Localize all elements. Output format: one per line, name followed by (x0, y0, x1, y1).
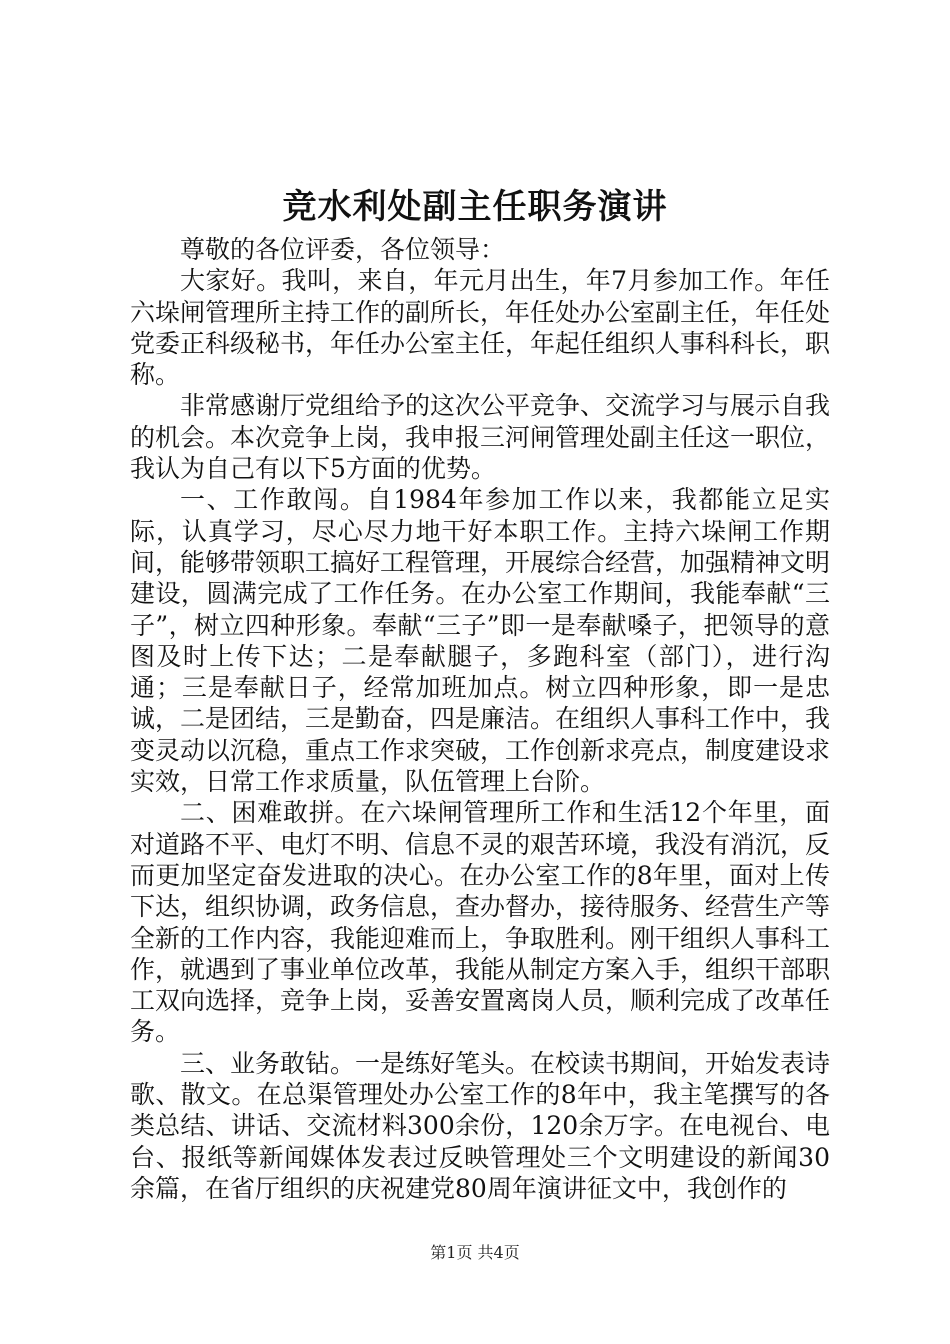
section-one-paragraph: 一、工作敢闯。自1984年参加工作以来，我都能立足实际，认真学习，尽心尽力地干好本职工作。主持六垛闸工作期间，能够带领职工搞好工程管理，开展综合经营，加强精神文明建设，圆满完成了工作任务。在办公室工作期间，我能奉献“三子”，树立四种形象。奉献“三子”即一是奉献嗓子，把领导的意图及时上传下达；二是奉献腿子，多跑科室（部门），进行沟通；三是奉献日子，经常加班加点。树立四种形象，即一是忠诚，二是团结，三是勤奋，四是廉洁。在组织人事科工作中，我变灵动以沉稳，重点工作求突破，工作创新求亮点，制度建设求实效，日常工作求质量，队伍管理上台阶。 (130, 485, 831, 797)
document-body (130, 234, 830, 1204)
introduction-paragraph: 大家好。我叫，来自，年元月出生，年7月参加工作。年任六垛闸管理所主持工作的副所长，年任处办公室副主任，年任处党委正科级秘书，年任办公室主任，年起任组织人事科科长，职称。 (130, 266, 831, 390)
page-footer: 第1页 共4页 (430, 1243, 520, 1262)
document-title: 竞水利处副主任职务演讲 (282, 187, 668, 227)
section-two-paragraph: 二、困难敢拼。在六垛闸管理所工作和生活12个年里，面对道路不平、电灯不明、信息不灵的艰苦环境，我没有消沉，反而更加坚定奋发进取的决心。在办公室工作的8年里，面对上传下达，组织协调，政务信息，查办督办，接待服务、经营生产等全新的工作内容，我能迎难而上，争取胜利。刚干组织人事科工作，就遇到了事业单位改革，我能从制定方案入手，组织干部职工双向选择，竞争上岗，妥善安置离岗人员，顺利完成了改革任务。 (130, 798, 831, 1047)
salutation-paragraph: 尊敬的各位评委，各位领导： (180, 235, 506, 264)
section-three-paragraph: 三、业务敢钻。一是练好笔头。在校读书期间，开始发表诗歌、散文。在总渠管理处办公室工作的8年中，我主笔撰写的各类总结、讲话、交流材料300余份，120余万字。在电视台、电台、报纸等新闻媒体发表过反映管理处三个文明建设的新闻30余篇，在省厅组织的庆祝建党80周年演讲征文中，我创作的 (130, 1048, 831, 1203)
gratitude-paragraph: 非常感谢厅党组给予的这次公平竞争、交流学习与展示自我的机会。本次竞争上岗，我申报三河闸管理处副主任这一职位，我认为自己有以下5方面的优势。 (130, 391, 831, 484)
